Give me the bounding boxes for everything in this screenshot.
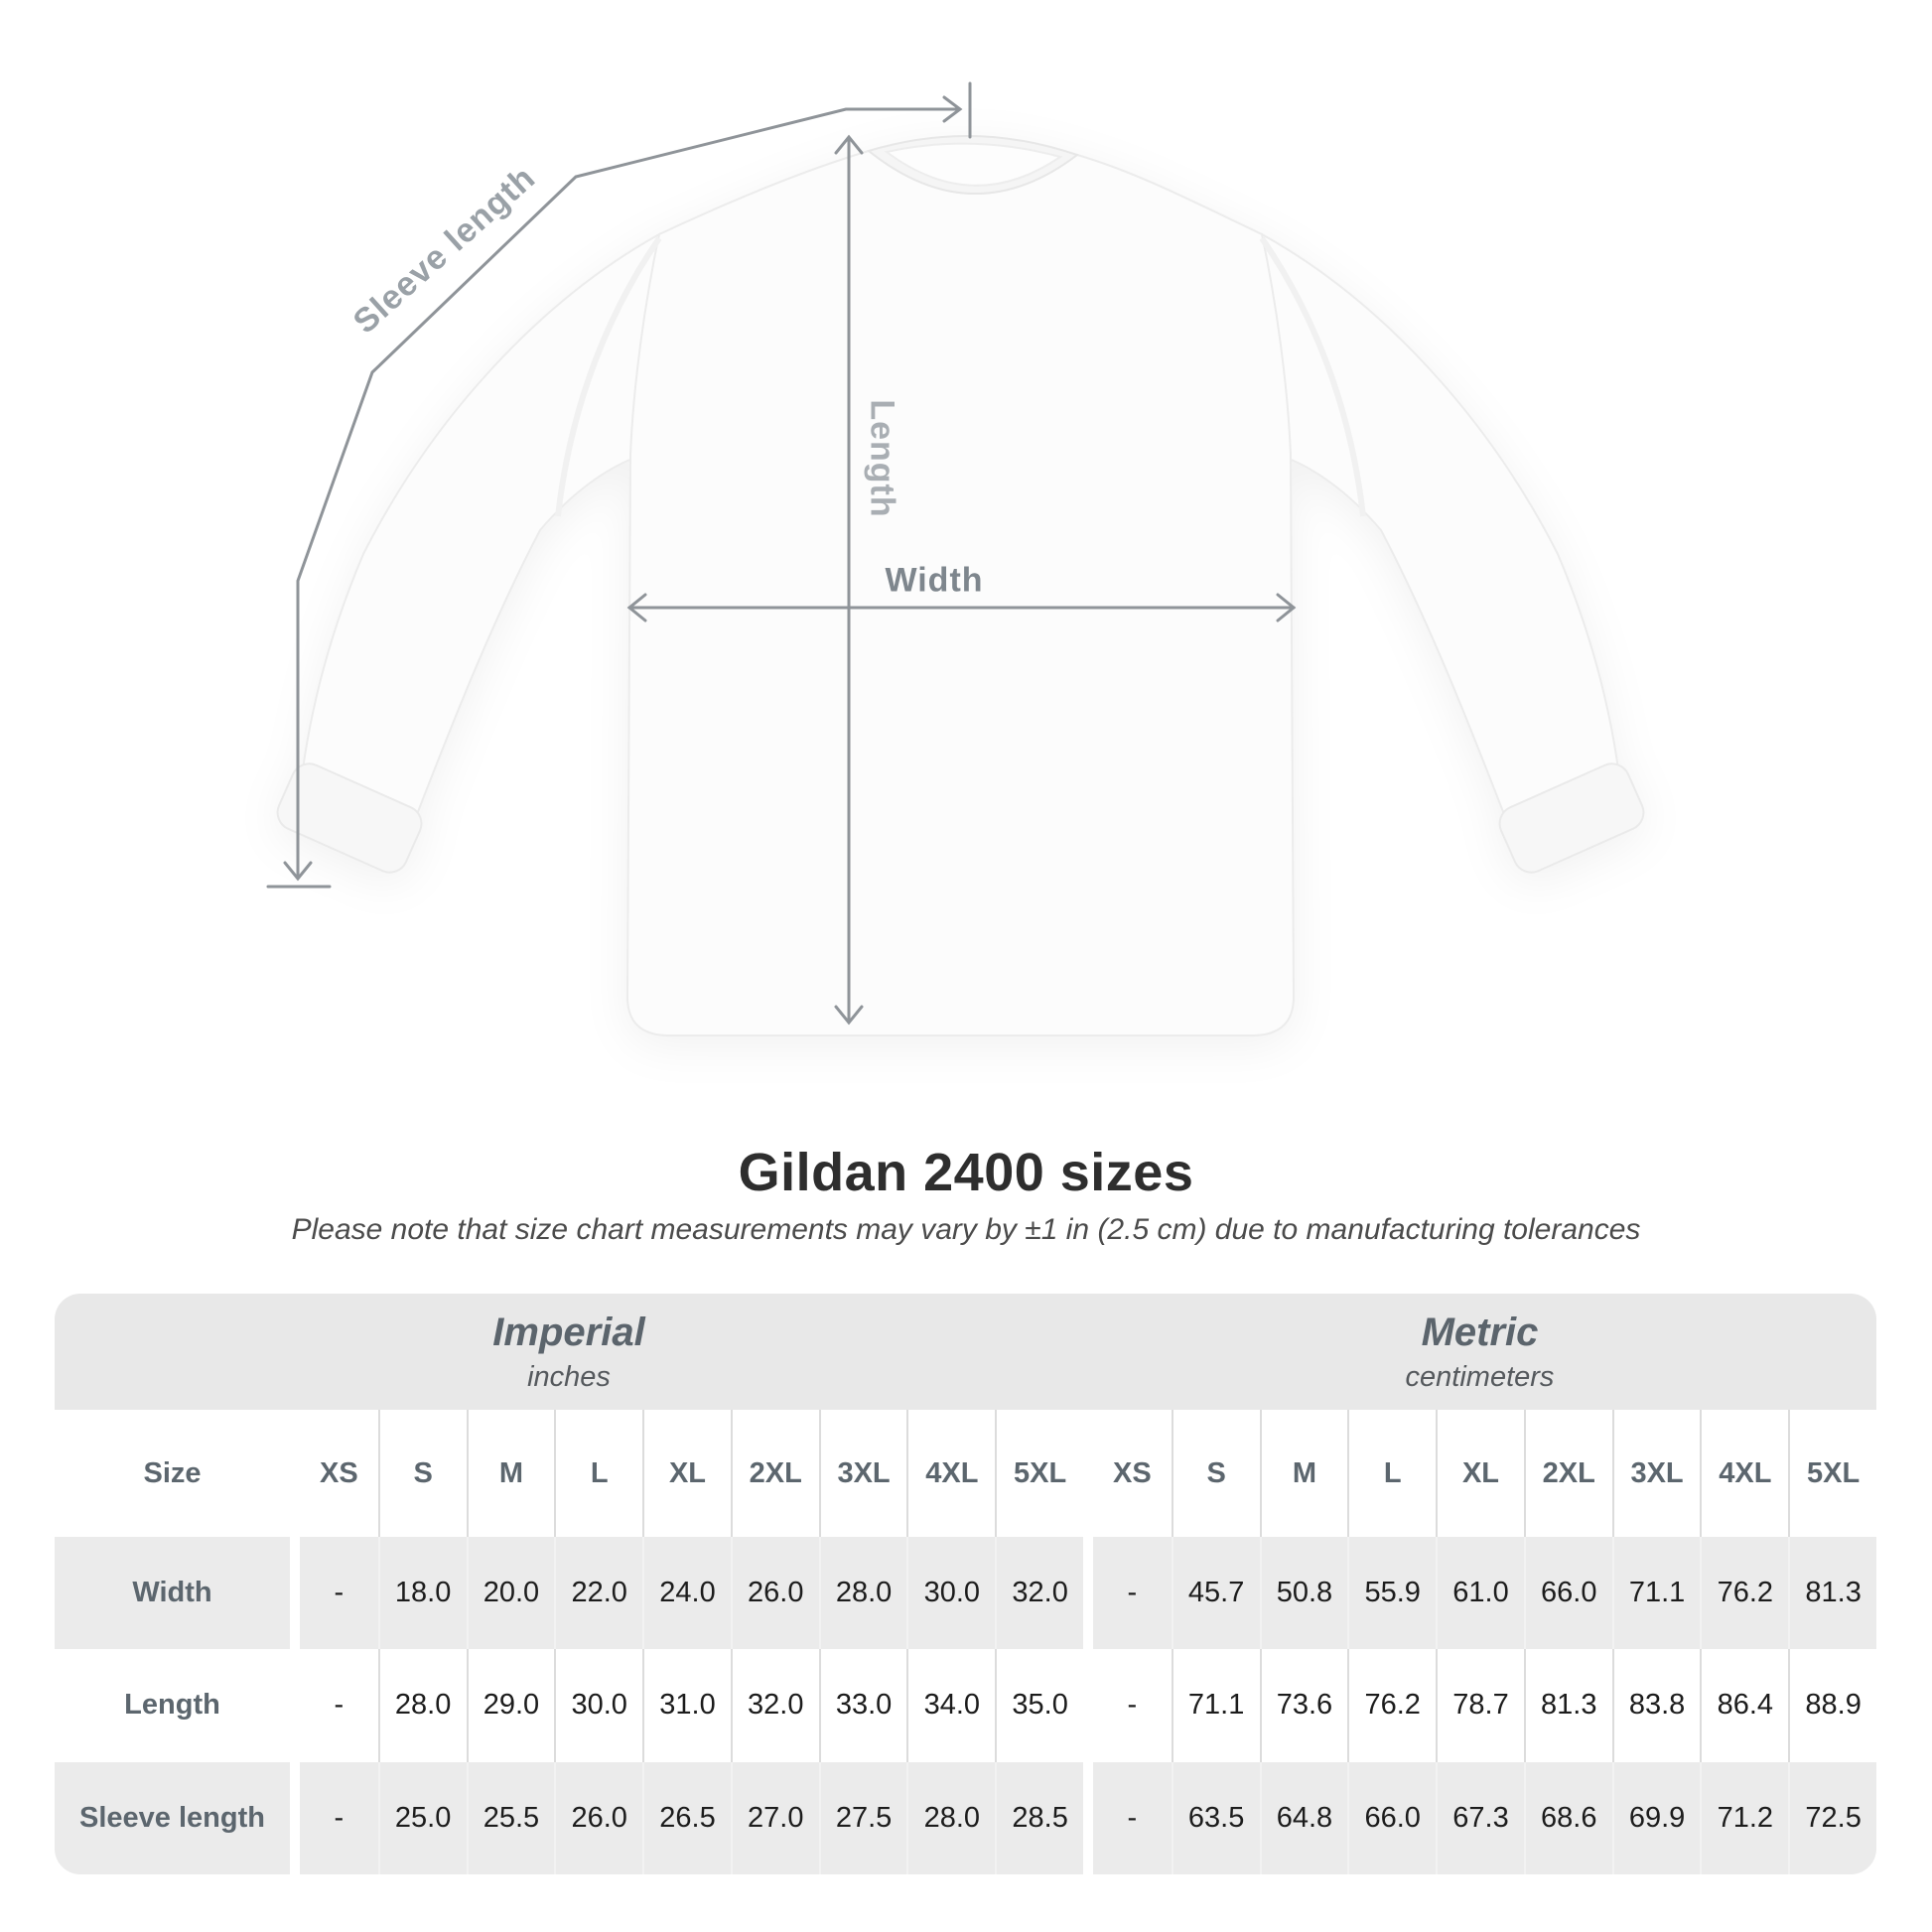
value-cell: 29.0 (467, 1649, 555, 1761)
value-cell: 31.0 (642, 1649, 731, 1761)
value-cell: 27.0 (731, 1762, 819, 1874)
value-cell: 28.0 (906, 1762, 995, 1874)
imperial-band (55, 1294, 1083, 1410)
value-cell: 20.0 (467, 1537, 555, 1649)
row-label: Length (55, 1649, 290, 1761)
size-header-metric-5xl: 5XL (1788, 1410, 1876, 1537)
value-cell: 63.5 (1172, 1762, 1260, 1874)
value-cell: 72.5 (1788, 1762, 1876, 1874)
value-cell: 27.5 (819, 1762, 907, 1874)
size-header-metric-xs: XS (1083, 1410, 1172, 1537)
value-cell: 22.0 (554, 1537, 642, 1649)
metric-subtitle: centimeters (1405, 1360, 1555, 1393)
value-cell: 88.9 (1788, 1649, 1876, 1761)
value-cell: 81.3 (1788, 1537, 1876, 1649)
value-cell: 30.0 (906, 1537, 995, 1649)
value-cell: 73.6 (1260, 1649, 1348, 1761)
value-cell: 32.0 (995, 1537, 1083, 1649)
value-cell: - (290, 1649, 378, 1761)
value-cell: 81.3 (1524, 1649, 1612, 1761)
value-cell: 66.0 (1347, 1762, 1436, 1874)
value-cell: 55.9 (1347, 1537, 1436, 1649)
value-cell: 69.9 (1612, 1762, 1701, 1874)
row-label: Sleeve length (55, 1762, 290, 1874)
size-header-imperial-s: S (378, 1410, 467, 1537)
width-label: Width (885, 561, 984, 600)
size-header-metric-4xl: 4XL (1700, 1410, 1788, 1537)
value-cell: - (1083, 1649, 1172, 1761)
imperial-title: Imperial (492, 1310, 645, 1354)
length-label: Length (863, 399, 901, 518)
value-cell: 61.0 (1436, 1537, 1524, 1649)
page-title: Gildan 2400 sizes (738, 1143, 1194, 1202)
size-table (55, 1294, 1876, 1874)
metric-band (1083, 1294, 1876, 1410)
size-column-header: Size (55, 1410, 290, 1537)
size-header-imperial-5xl: 5XL (995, 1410, 1083, 1537)
value-cell: 71.2 (1700, 1762, 1788, 1874)
sleeve-length-label: Sleeve length (345, 158, 543, 342)
size-header-metric-s: S (1172, 1410, 1260, 1537)
value-cell: 71.1 (1172, 1649, 1260, 1761)
value-cell: 78.7 (1436, 1649, 1524, 1761)
value-cell: 26.5 (642, 1762, 731, 1874)
size-header-metric-3xl: 3XL (1612, 1410, 1701, 1537)
value-cell: - (1083, 1762, 1172, 1874)
value-cell: 18.0 (378, 1537, 467, 1649)
value-cell: 26.0 (731, 1537, 819, 1649)
value-cell: 28.0 (819, 1537, 907, 1649)
value-cell: - (290, 1537, 378, 1649)
value-cell: 34.0 (906, 1649, 995, 1761)
size-header-imperial-xs: XS (290, 1410, 378, 1537)
size-header-imperial-3xl: 3XL (819, 1410, 907, 1537)
length-arrow (836, 137, 862, 1023)
size-header-imperial-xl: XL (642, 1410, 731, 1537)
value-cell: 45.7 (1172, 1537, 1260, 1649)
value-cell: 64.8 (1260, 1762, 1348, 1874)
value-cell: 50.8 (1260, 1537, 1348, 1649)
value-cell: 68.6 (1524, 1762, 1612, 1874)
value-cell: 28.5 (995, 1762, 1083, 1874)
size-header-metric-xl: XL (1436, 1410, 1524, 1537)
value-cell: 28.0 (378, 1649, 467, 1761)
value-cell: 32.0 (731, 1649, 819, 1761)
value-cell: 83.8 (1612, 1649, 1701, 1761)
imperial-subtitle: inches (527, 1360, 611, 1393)
value-cell: 35.0 (995, 1649, 1083, 1761)
value-cell: 76.2 (1700, 1537, 1788, 1649)
value-cell: 76.2 (1347, 1649, 1436, 1761)
value-cell: 71.1 (1612, 1537, 1701, 1649)
value-cell: - (290, 1762, 378, 1874)
value-cell: 66.0 (1524, 1537, 1612, 1649)
size-header-imperial-2xl: 2XL (731, 1410, 819, 1537)
size-header-imperial-4xl: 4XL (906, 1410, 995, 1537)
value-cell: 67.3 (1436, 1762, 1524, 1874)
value-cell: 26.0 (554, 1762, 642, 1874)
value-cell: 86.4 (1700, 1649, 1788, 1761)
metric-title: Metric (1421, 1310, 1539, 1354)
size-header-metric-l: L (1347, 1410, 1436, 1537)
size-header-imperial-m: M (467, 1410, 555, 1537)
tolerance-note: Please note that size chart measurements may vary by ±1 in (2.5 cm) due to manufacturing tolerances (291, 1213, 1641, 1246)
row-label: Width (55, 1537, 290, 1649)
size-header-metric-m: M (1260, 1410, 1348, 1537)
size-header-metric-2xl: 2XL (1524, 1410, 1612, 1537)
value-cell: 25.0 (378, 1762, 467, 1874)
value-cell: 30.0 (554, 1649, 642, 1761)
size-header-imperial-l: L (554, 1410, 642, 1537)
value-cell: 33.0 (819, 1649, 907, 1761)
value-cell: 24.0 (642, 1537, 731, 1649)
value-cell: 25.5 (467, 1762, 555, 1874)
value-cell: - (1083, 1537, 1172, 1649)
